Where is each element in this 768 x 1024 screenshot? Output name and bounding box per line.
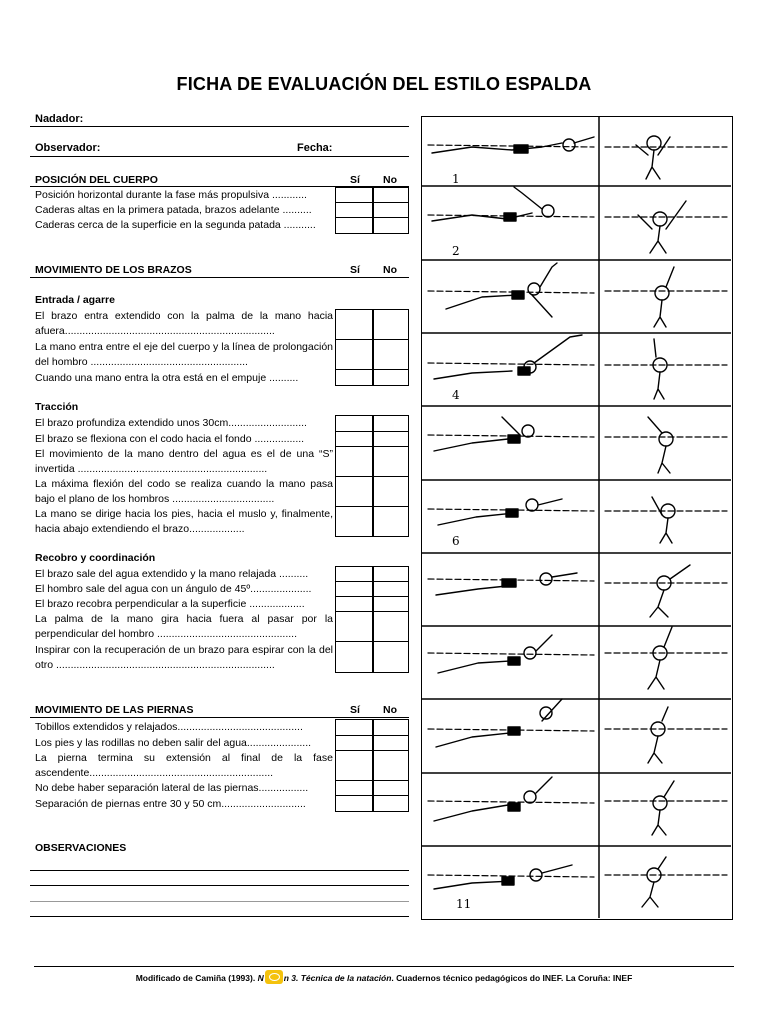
yes-checkbox[interactable] bbox=[335, 369, 373, 386]
yes-checkbox[interactable] bbox=[335, 339, 373, 370]
yes-checkbox[interactable] bbox=[335, 795, 373, 812]
checklist-item: La palma de la mano gira hacia fuera al pasar por la perpendicular del hombro ................................................ bbox=[35, 613, 333, 640]
checklist-item: Cuando una mano entra la otra está en el empuje .......... bbox=[35, 372, 299, 384]
yes-checkbox[interactable] bbox=[335, 446, 373, 477]
no-checkbox[interactable] bbox=[373, 750, 409, 781]
checklist-item: El brazo se flexiona con el codo hacia el fondo ................. bbox=[35, 433, 305, 445]
no-checkbox[interactable] bbox=[373, 596, 409, 612]
comment-icon[interactable] bbox=[265, 970, 283, 984]
checklist-item: El brazo entra extendido con la palma de la mano hacia afuera........................................................................ bbox=[35, 310, 333, 337]
citation-italic-start: N bbox=[257, 973, 264, 983]
no-checkbox[interactable] bbox=[373, 339, 409, 370]
yes-column-header: Sí bbox=[350, 264, 360, 276]
no-checkbox[interactable] bbox=[373, 611, 409, 642]
yes-checkbox[interactable] bbox=[335, 202, 373, 218]
no-checkbox[interactable] bbox=[373, 581, 409, 597]
observations-heading: OBSERVACIONES bbox=[35, 842, 127, 854]
pull-subheading: Tracción bbox=[35, 401, 79, 413]
checklist-item: Separación de piernas entre 30 y 50 cm............................. bbox=[35, 798, 306, 810]
date-label: Fecha: bbox=[297, 142, 333, 154]
no-checkbox[interactable] bbox=[373, 369, 409, 386]
footer-divider bbox=[34, 966, 734, 967]
yes-checkbox[interactable] bbox=[335, 641, 373, 673]
checklist-item: El brazo profundiza extendido unos 30cm........................... bbox=[35, 417, 307, 429]
swimmer-field-line[interactable] bbox=[30, 126, 409, 127]
checklist-item: Caderas altas en la primera patada, brazos adelante .......... bbox=[35, 204, 312, 216]
swimmer-illustrations bbox=[422, 117, 731, 918]
yes-checkbox[interactable] bbox=[335, 217, 373, 234]
yes-checkbox[interactable] bbox=[335, 719, 373, 736]
yes-checkbox[interactable] bbox=[335, 566, 373, 582]
no-checkbox[interactable] bbox=[373, 415, 409, 432]
checklist-item: La mano entra entre el eje del cuerpo y la línea de prolongación del hombro ...................................................... bbox=[35, 341, 333, 368]
no-checkbox[interactable] bbox=[373, 431, 409, 447]
checklist-item: No debe haber separación lateral de las piernas................. bbox=[35, 782, 309, 794]
no-checkbox[interactable] bbox=[373, 506, 409, 537]
no-checkbox[interactable] bbox=[373, 780, 409, 796]
citation-prefix: Modificado de Camiña (1993). bbox=[135, 973, 258, 983]
yes-checkbox[interactable] bbox=[335, 596, 373, 612]
yes-checkbox[interactable] bbox=[335, 187, 373, 203]
figure-number: 11 bbox=[456, 897, 472, 911]
observations-line[interactable] bbox=[30, 901, 409, 902]
checklist-item: Posición horizontal durante la fase más propulsiva ............ bbox=[35, 189, 307, 201]
figure-number: 2 bbox=[452, 244, 460, 258]
no-checkbox[interactable] bbox=[373, 735, 409, 751]
yes-checkbox[interactable] bbox=[335, 309, 373, 340]
yes-checkbox[interactable] bbox=[335, 780, 373, 796]
page-title: FICHA DE EVALUACIÓN DEL ESTILO ESPALDA bbox=[176, 74, 592, 94]
yes-checkbox[interactable] bbox=[335, 431, 373, 447]
checklist-item: Los pies y las rodillas no deben salir del agua...................... bbox=[35, 737, 312, 749]
checklist-item: La mano se dirige hacia los pies, hacia el muslo y, finalmente, hacia abajo extendiendo el brazo................... bbox=[35, 508, 333, 535]
yes-checkbox[interactable] bbox=[335, 611, 373, 642]
figure-number: 1 bbox=[452, 172, 460, 186]
no-column-header: No bbox=[383, 174, 397, 186]
checklist-item: La pierna termina su extensión al final de la fase ascendente............................................................... bbox=[35, 752, 333, 779]
observer-field-line[interactable] bbox=[30, 156, 409, 157]
observations-line[interactable] bbox=[30, 916, 409, 917]
no-checkbox[interactable] bbox=[373, 566, 409, 582]
observations-line[interactable] bbox=[30, 870, 409, 871]
checklist-item: Tobillos extendidos y relajados........................................... bbox=[35, 721, 303, 733]
checklist-item: El brazo recobra perpendicular a la superficie ................... bbox=[35, 598, 305, 610]
backstroke-illustration-grid bbox=[421, 116, 733, 920]
checklist-item: Inspirar con la recuperación de un brazo para espirar con la del otro ........................................................................... bbox=[35, 644, 333, 671]
citation-italic-title: n 3. Técnica de la natación bbox=[283, 973, 392, 983]
section-divider bbox=[30, 717, 409, 718]
checklist-item: Caderas cerca de la superficie en la segunda patada ........... bbox=[35, 219, 316, 231]
no-checkbox[interactable] bbox=[373, 309, 409, 340]
recovery-subheading: Recobro y coordinación bbox=[35, 552, 156, 564]
no-column-header: No bbox=[383, 704, 397, 716]
no-checkbox[interactable] bbox=[373, 476, 409, 507]
checklist-item: El brazo sale del agua extendido y la mano relajada .......... bbox=[35, 568, 309, 580]
yes-checkbox[interactable] bbox=[335, 735, 373, 751]
yes-checkbox[interactable] bbox=[335, 506, 373, 537]
entry-subheading: Entrada / agarre bbox=[35, 294, 115, 306]
section-divider bbox=[30, 277, 409, 278]
checklist-item: El hombro sale del agua con un ángulo de 45º..................... bbox=[35, 583, 312, 595]
yes-column-header: Sí bbox=[350, 174, 360, 186]
observer-label: Observador: bbox=[35, 142, 101, 154]
legs-heading: MOVIMIENTO DE LAS PIERNAS bbox=[35, 704, 194, 716]
arms-heading: MOVIMIENTO DE LOS BRAZOS bbox=[35, 264, 192, 276]
no-checkbox[interactable] bbox=[373, 641, 409, 673]
yes-checkbox[interactable] bbox=[335, 476, 373, 507]
no-checkbox[interactable] bbox=[373, 202, 409, 218]
yes-checkbox[interactable] bbox=[335, 750, 373, 781]
body-position-heading: POSICIÓN DEL CUERPO bbox=[35, 174, 158, 186]
observations-line[interactable] bbox=[30, 885, 409, 886]
yes-checkbox[interactable] bbox=[335, 581, 373, 597]
yes-column-header: Sí bbox=[350, 704, 360, 716]
citation-suffix: . Cuadernos técnico pedagógicos do INEF. La Coruña: INEF bbox=[391, 973, 633, 983]
yes-checkbox[interactable] bbox=[335, 415, 373, 432]
no-checkbox[interactable] bbox=[373, 446, 409, 477]
figure-number: 4 bbox=[452, 388, 460, 402]
checklist-item: La máxima flexión del codo se realiza cuando la mano pasa bajo el plano de los hombros ................................... bbox=[35, 478, 333, 505]
no-checkbox[interactable] bbox=[373, 217, 409, 234]
no-checkbox[interactable] bbox=[373, 795, 409, 812]
figure-number: 6 bbox=[452, 534, 460, 548]
swimmer-label: Nadador: bbox=[35, 113, 84, 125]
no-checkbox[interactable] bbox=[373, 719, 409, 736]
no-checkbox[interactable] bbox=[373, 187, 409, 203]
checklist-item: El movimiento de la mano dentro del agua es el de una “S” invertida ................................................................. bbox=[35, 448, 333, 475]
source-citation bbox=[0, 970, 768, 984]
no-column-header: No bbox=[383, 264, 397, 276]
